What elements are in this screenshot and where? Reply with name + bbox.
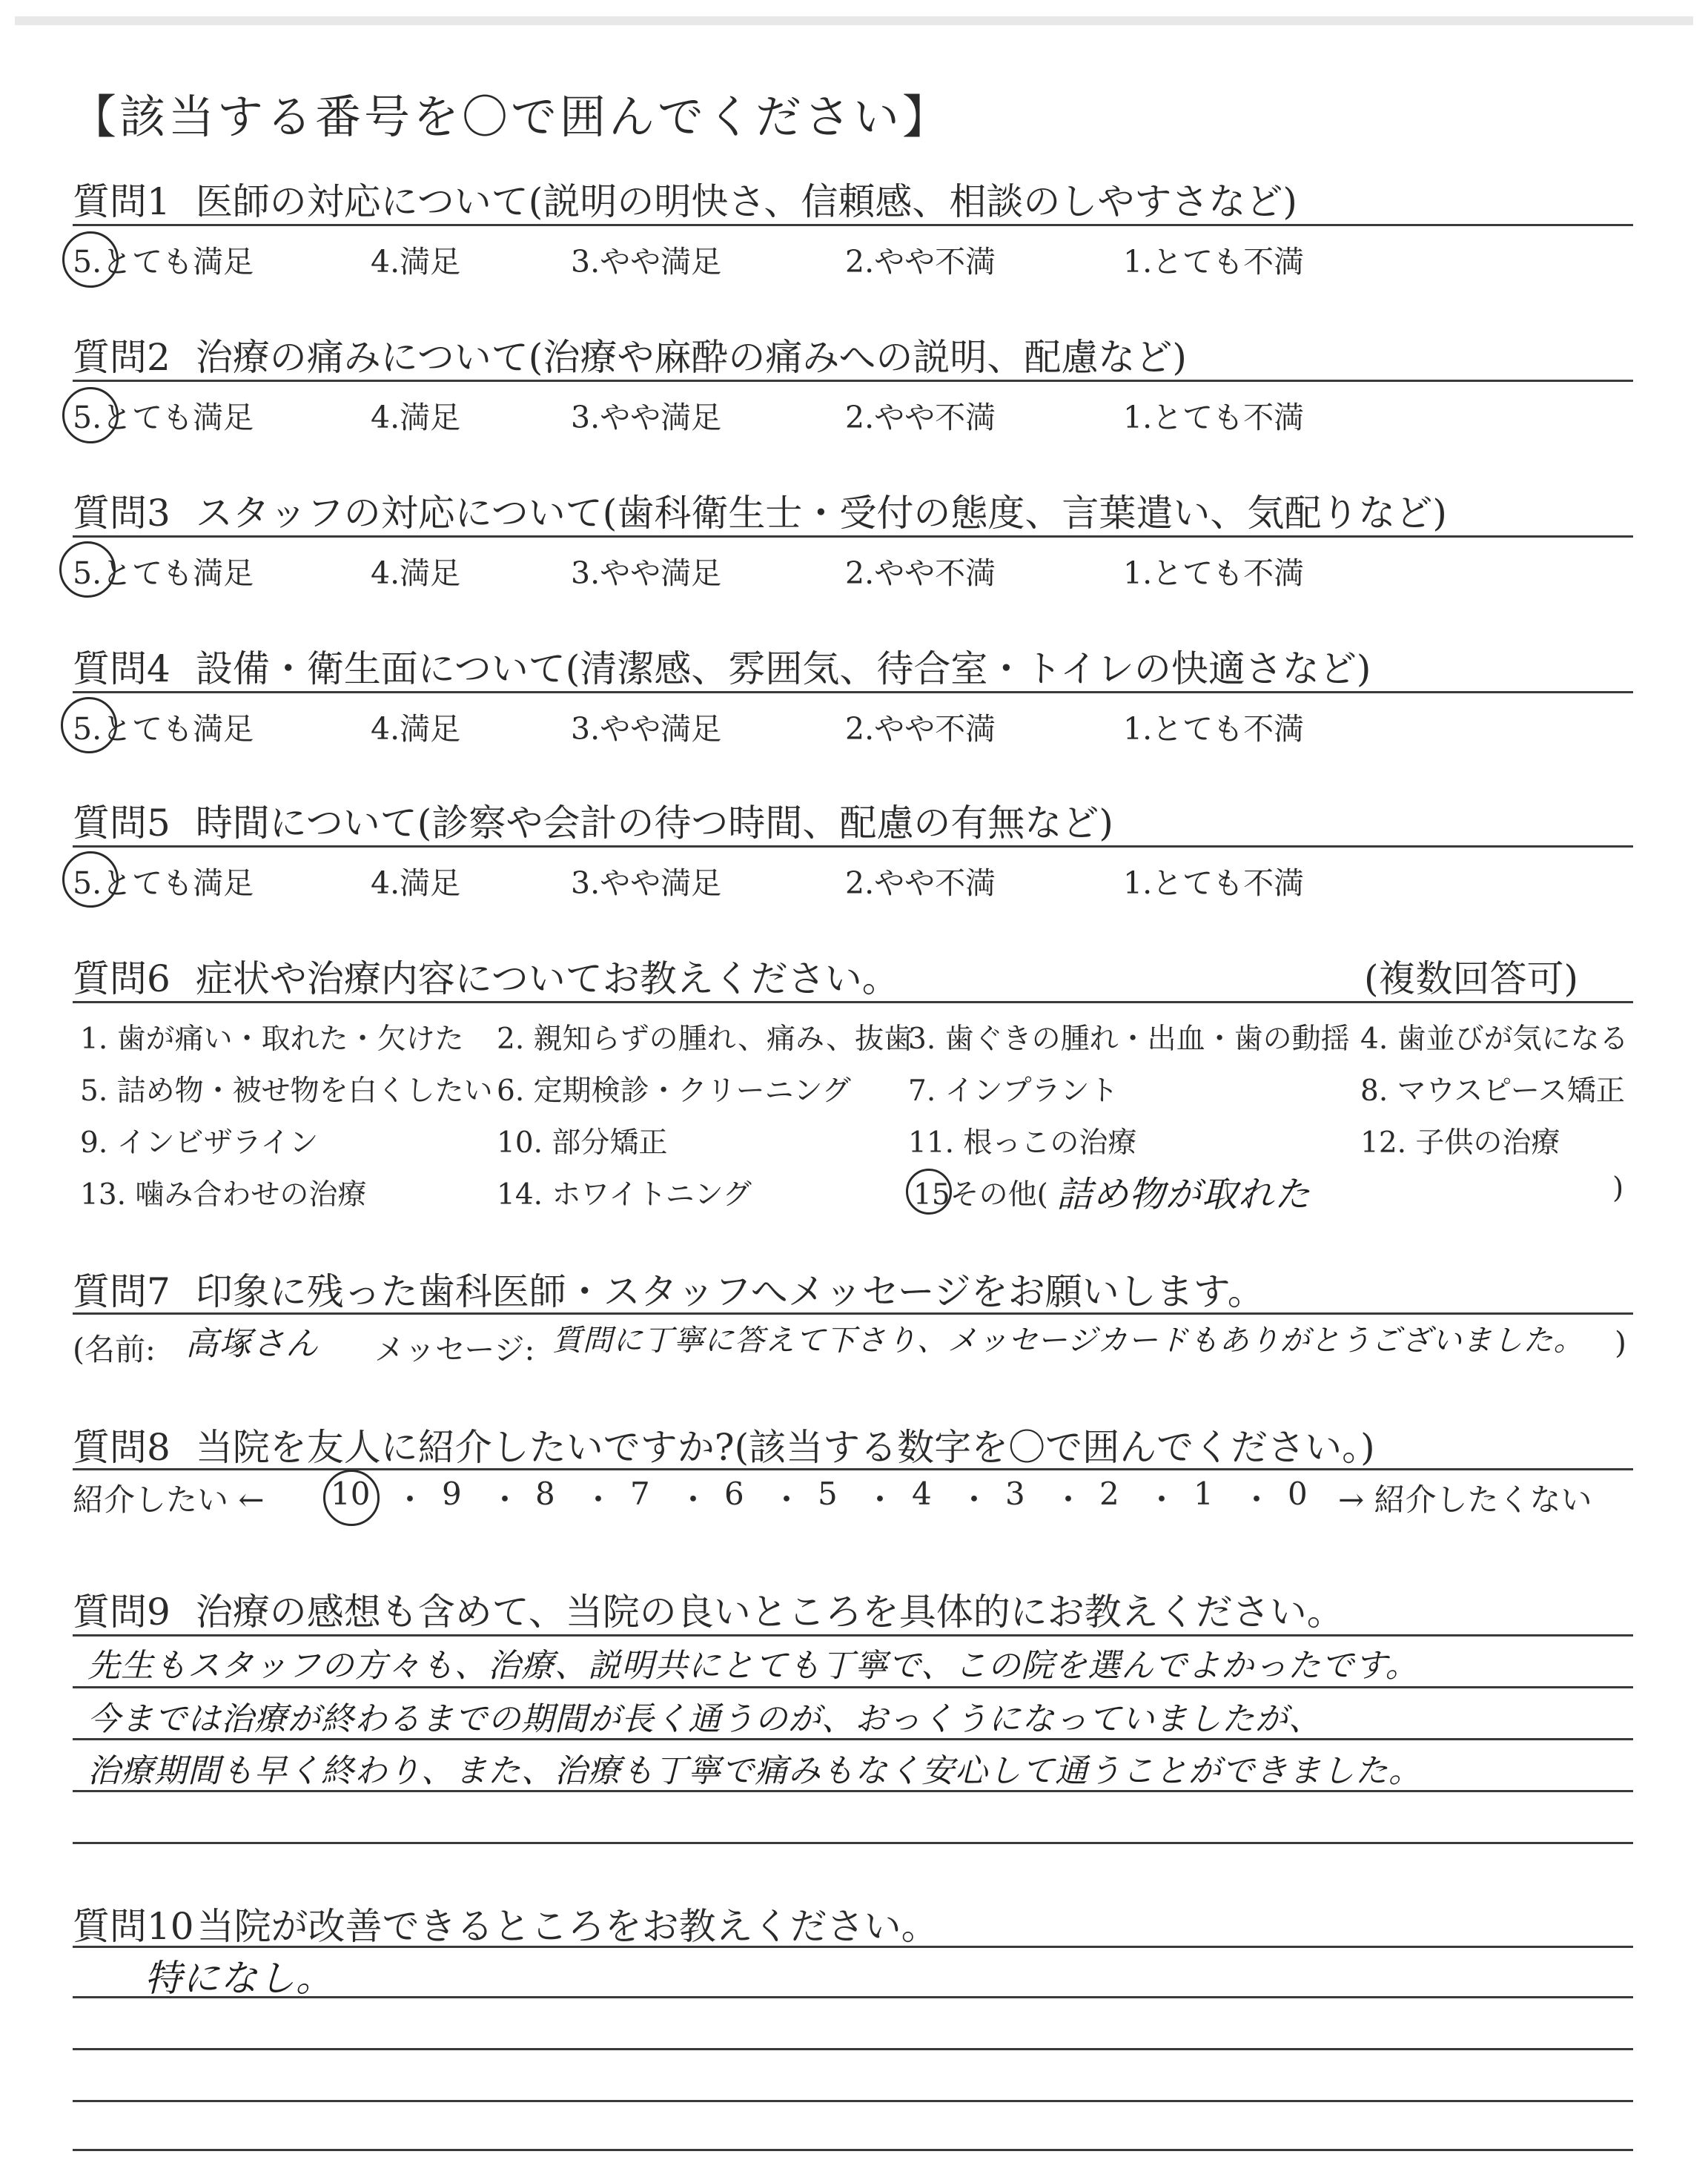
question-1-number: 質問1 bbox=[73, 180, 171, 223]
q3-option-3[interactable]: 3.やや満足 bbox=[571, 555, 722, 591]
question-8-text: 当院を友人に紹介したいですか?(該当する数字を〇で囲んでください。) bbox=[195, 1426, 1375, 1469]
q8-scale-2[interactable]: 2 bbox=[1099, 1476, 1119, 1512]
question-3-rule bbox=[73, 535, 1633, 538]
q6-item[interactable]: 5. 詰め物・被せ物を白くしたい bbox=[80, 1074, 493, 1108]
answer-line bbox=[73, 1842, 1633, 1844]
question-5-rule bbox=[73, 845, 1633, 848]
q9-answer-line-3[interactable]: 治療期間も早く終わり、また、治療も丁寧で痛みもなく安心して通うことができました。 bbox=[87, 1752, 1422, 1790]
q8-scale-3[interactable]: 3 bbox=[1005, 1476, 1025, 1512]
q6-item[interactable]: 1. 歯が痛い・取れた・欠けた bbox=[80, 1023, 464, 1056]
answer-line bbox=[73, 1946, 1633, 1948]
question-7-rule bbox=[73, 1312, 1633, 1315]
q8-left-label: 紹介したい ← bbox=[73, 1482, 265, 1518]
q3-option-4[interactable]: 4.満足 bbox=[371, 555, 461, 591]
question-4-number: 質問4 bbox=[73, 647, 171, 690]
question-6-text: 症状や治療内容についてお教えください。 bbox=[195, 957, 899, 1000]
q1-option-5[interactable]: 5.とても満足 bbox=[73, 244, 254, 280]
q3-option-1[interactable]: 1.とても不満 bbox=[1123, 555, 1305, 591]
question-8 bbox=[73, 1418, 1375, 1471]
question-6 bbox=[73, 949, 899, 1003]
q6-item[interactable]: 12. 子供の治療 bbox=[1360, 1126, 1560, 1160]
question-10-text: 当院が改善できるところをお教えください。 bbox=[196, 1905, 939, 1948]
q10-answer-line-1[interactable]: 特になし。 bbox=[145, 1957, 334, 2000]
question-2-text: 治療の痛みについて(治療や麻酔の痛みへの説明、配慮など) bbox=[195, 336, 1187, 379]
answer-line bbox=[73, 1686, 1633, 1688]
q8-scale-4[interactable]: 4 bbox=[912, 1476, 932, 1512]
question-9 bbox=[73, 1582, 1344, 1636]
q7-close: ) bbox=[1615, 1325, 1626, 1361]
q6-item[interactable]: 3. 歯ぐきの腫れ・出血・歯の動揺 bbox=[908, 1023, 1350, 1056]
q6-item[interactable]: 4. 歯並びが気になる bbox=[1360, 1023, 1629, 1056]
q3-option-2[interactable]: 2.やや不満 bbox=[845, 555, 996, 591]
answer-line bbox=[73, 1996, 1633, 1998]
question-3-text: スタッフの対応について(歯科衛生士・受付の態度、言葉遣い、気配りなど) bbox=[195, 492, 1447, 535]
q6-item[interactable]: 11. 根っこの治療 bbox=[908, 1126, 1137, 1160]
q6-item[interactable]: 13. 噛み合わせの治療 bbox=[80, 1178, 367, 1212]
question-8-rule bbox=[73, 1468, 1633, 1470]
q5-option-2[interactable]: 2.やや不満 bbox=[845, 865, 996, 901]
q4-option-2[interactable]: 2.やや不満 bbox=[845, 711, 996, 747]
question-2 bbox=[73, 328, 1187, 381]
q4-option-4[interactable]: 4.満足 bbox=[371, 711, 461, 747]
question-9-number: 質問9 bbox=[73, 1591, 171, 1634]
q1-option-3[interactable]: 3.やや満足 bbox=[571, 244, 722, 280]
question-5-text: 時間について(診察や会計の待つ時間、配慮の有無など) bbox=[195, 802, 1113, 845]
q8-scale-7[interactable]: 7 bbox=[630, 1476, 650, 1512]
question-6-number: 質問6 bbox=[73, 957, 171, 1000]
q8-scale-5[interactable]: 5 bbox=[818, 1476, 838, 1512]
q4-option-1[interactable]: 1.とても不満 bbox=[1123, 711, 1305, 747]
question-10 bbox=[73, 1897, 939, 1950]
answer-line bbox=[73, 1634, 1633, 1636]
question-1-text: 医師の対応について(説明の明快さ、信頼感、相談のしやすさなど) bbox=[195, 180, 1297, 223]
question-2-rule bbox=[73, 380, 1633, 382]
q9-answer-line-2[interactable]: 今までは治療が終わるまでの期間が長く通うのが、おっくうになっていましたが、 bbox=[87, 1700, 1322, 1738]
q6-item[interactable]: 8. マウスピース矯正 bbox=[1360, 1074, 1625, 1108]
q2-option-2[interactable]: 2.やや不満 bbox=[845, 400, 996, 435]
q5-option-1[interactable]: 1.とても不満 bbox=[1123, 865, 1305, 901]
q8-scale-8[interactable]: 8 bbox=[535, 1476, 555, 1512]
q2-option-1[interactable]: 1.とても不満 bbox=[1123, 400, 1305, 435]
q6-item-other-close: ) bbox=[1612, 1172, 1624, 1205]
answer-line bbox=[73, 1738, 1633, 1740]
q6-item[interactable]: 9. インビザライン bbox=[80, 1126, 319, 1160]
question-5-number: 質問5 bbox=[73, 802, 171, 845]
q6-other-handwritten: 詰め物が取れた bbox=[1056, 1174, 1311, 1215]
answer-line bbox=[73, 2048, 1633, 2050]
question-1-rule bbox=[73, 224, 1633, 226]
question-4-text: 設備・衛生面について(清潔感、雰囲気、待合室・トイレの快適さなど) bbox=[195, 647, 1371, 690]
q4-option-3[interactable]: 3.やや満足 bbox=[571, 711, 722, 747]
q5-option-5[interactable]: 5.とても満足 bbox=[73, 865, 254, 901]
question-5 bbox=[73, 793, 1113, 847]
q8-scale-1[interactable]: 1 bbox=[1194, 1476, 1214, 1512]
page-title: 【該当する番号を〇で囲んでください】 bbox=[70, 90, 952, 144]
scan-edge bbox=[15, 16, 1693, 25]
question-3 bbox=[73, 483, 1447, 537]
question-7 bbox=[73, 1262, 1265, 1315]
q6-item[interactable]: 14. ホワイトニング bbox=[497, 1178, 752, 1212]
question-7-number: 質問7 bbox=[73, 1270, 171, 1313]
q7-message-label: メッセージ: bbox=[374, 1332, 535, 1367]
question-6-note: (複数回答可) bbox=[1364, 957, 1579, 1000]
q3-option-5[interactable]: 5.とても満足 bbox=[73, 555, 254, 591]
question-7-text: 印象に残った歯科医師・スタッフへメッセージをお願いします。 bbox=[195, 1270, 1265, 1313]
q2-option-4[interactable]: 4.満足 bbox=[371, 400, 461, 435]
q1-option-4[interactable]: 4.満足 bbox=[371, 244, 461, 280]
answer-line bbox=[73, 2100, 1633, 2102]
question-10-number: 質問10 bbox=[73, 1905, 194, 1948]
q8-scale-0[interactable]: 0 bbox=[1288, 1476, 1308, 1512]
q5-option-3[interactable]: 3.やや満足 bbox=[571, 865, 722, 901]
question-3-number: 質問3 bbox=[73, 492, 171, 535]
q8-scale-6[interactable]: 6 bbox=[724, 1476, 744, 1512]
question-4-rule bbox=[73, 691, 1633, 693]
question-2-number: 質問2 bbox=[73, 336, 171, 379]
q5-option-4[interactable]: 4.満足 bbox=[371, 865, 461, 901]
question-4 bbox=[73, 639, 1371, 693]
q2-option-3[interactable]: 3.やや満足 bbox=[571, 400, 722, 435]
q7-name-label: (名前: bbox=[73, 1332, 156, 1367]
q6-item[interactable]: 10. 部分矯正 bbox=[497, 1126, 668, 1160]
q6-item[interactable]: 2. 親知らずの腫れ、痛み、抜歯 bbox=[497, 1023, 913, 1056]
q1-option-2[interactable]: 2.やや不満 bbox=[845, 244, 996, 280]
question-8-number: 質問8 bbox=[73, 1426, 171, 1469]
q6-item[interactable]: 6. 定期検診・クリーニング bbox=[497, 1074, 851, 1108]
answer-line bbox=[73, 1790, 1633, 1792]
question-9-text: 治療の感想も含めて、当院の良いところを具体的にお教えください。 bbox=[195, 1591, 1344, 1634]
q6-item[interactable]: 7. インプラント bbox=[908, 1074, 1119, 1108]
question-6-rule bbox=[73, 1001, 1633, 1003]
q4-option-5[interactable]: 5.とても満足 bbox=[73, 711, 254, 747]
q2-option-5[interactable]: 5.とても満足 bbox=[73, 400, 254, 435]
answer-line bbox=[73, 2149, 1633, 2151]
q8-scale-10[interactable]: 10 bbox=[331, 1476, 371, 1512]
q7-name-value[interactable]: 高塚さん bbox=[185, 1325, 319, 1363]
q8-scale-9[interactable]: 9 bbox=[442, 1476, 462, 1512]
q7-message-value[interactable]: 質問に丁寧に答えて下さり、メッセージカードもありがとうございました。 bbox=[552, 1324, 1584, 1358]
q6-item-other[interactable]: 15その他( bbox=[913, 1178, 1048, 1212]
q9-answer-line-1[interactable]: 先生もスタッフの方々も、治療、説明共にとても丁寧で、この院を選んでよかったです。 bbox=[87, 1647, 1419, 1685]
question-1 bbox=[73, 172, 1297, 225]
q1-option-1[interactable]: 1.とても不満 bbox=[1123, 244, 1305, 280]
q8-right-label: → 紹介したくない bbox=[1338, 1482, 1592, 1518]
